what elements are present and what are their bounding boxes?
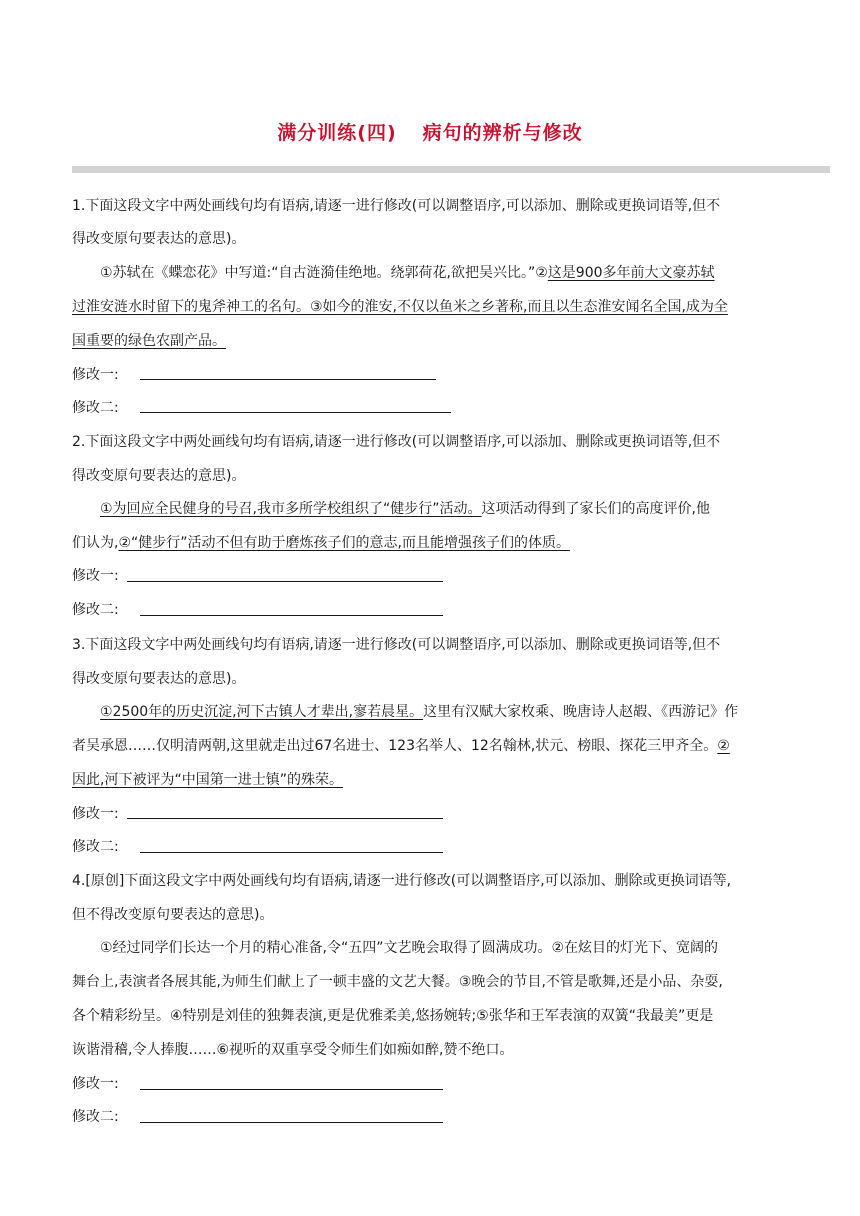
q1-underlined-sentence: 国重要的绿色农副产品。	[72, 333, 226, 349]
q1-passage-line2	[72, 297, 792, 317]
q1-passage-line1	[100, 263, 792, 283]
q1-instruction-line1: 1.下面这段文字中两处画线句均有语病,请逐一进行修改(可以调整语序,可以添加、删除或更换词语等,但不	[72, 198, 721, 214]
q4-answer-label-2: 修改二:	[72, 1109, 119, 1125]
q3-instruction-line1: 3.下面这段文字中两处画线句均有语病,请逐一进行修改(可以调整语序,可以添加、删除或更换词语等,但不	[72, 637, 721, 653]
q1-answer-blank-2[interactable]	[140, 412, 451, 413]
q4-answer-blank-1[interactable]	[140, 1089, 443, 1090]
q4-passage-line4: 诙谐滑稽,令人捧腹……⑥视听的双重享受令师生们如痴如醉,赞不绝口。	[72, 1042, 514, 1058]
q4-passage-line1: ①经过同学们长达一个月的精心准备,令“五四”文艺晚会取得了圆满成功。②在炫目的灯光下、宽阔的	[100, 940, 719, 956]
q4-instruction-line2: 但不得改变原句要表达的意思)。	[72, 907, 274, 923]
q2-text: 们认为,	[72, 535, 119, 551]
q3-passage-line3	[72, 770, 792, 790]
q3-text: 者吴承恩……仅明清两朝,这里就走出过67名进士、123名举人、12名翰林,状元、榜眼、探花三甲齐全。	[72, 738, 718, 754]
q3-answer-label-1: 修改一:	[72, 806, 119, 822]
title-left: 满分训练(四)	[277, 122, 397, 144]
title-right: 病句的辨析与修改	[422, 122, 583, 144]
q3-passage-line2	[72, 736, 792, 756]
q4-answer-blank-2[interactable]	[140, 1122, 443, 1123]
page-title	[0, 118, 860, 145]
q3-instruction-line2: 得改变原句要表达的意思)。	[72, 671, 246, 687]
q3-text: 这里有汉赋大家枚乘、晚唐诗人赵嘏、《西游记》作	[423, 704, 739, 720]
q2-answer-label-1: 修改一:	[72, 568, 119, 584]
q2-passage-line2	[72, 533, 792, 553]
q1-answer-label-1: 修改一:	[72, 367, 119, 383]
q2-answer-label-2: 修改二:	[72, 602, 119, 618]
q2-answer-blank-1[interactable]	[127, 581, 443, 582]
q1-passage-line3	[72, 331, 792, 351]
q3-answer-blank-1[interactable]	[127, 818, 443, 819]
q4-passage-line2: 舞台上,表演者各展其能,为师生们献上了一顿丰盛的文艺大餐。③晚会的节目,不管是歌舞,还是小品、杂耍,	[72, 974, 723, 990]
q1-answer-label-2: 修改二:	[72, 400, 119, 416]
q4-passage-line3: 各个精彩纷呈。④特别是刘佳的独舞表演,更是优雅柔美,悠扬婉转;⑤张华和王军表演的双簧“我最美”更是	[72, 1008, 714, 1024]
q3-underlined-sentence: ②	[717, 738, 730, 754]
q2-answer-blank-2[interactable]	[140, 615, 443, 616]
q1-underlined-sentence: 过淮安涟水时留下的鬼斧神工的名句。	[72, 299, 310, 315]
q2-underlined-sentence: ①为回应全民健身的号召,我市多所学校组织了“健步行”活动。	[100, 501, 482, 517]
q1-answer-blank-1[interactable]	[140, 379, 436, 380]
q1-instruction-line2: 得改变原句要表达的意思)。	[72, 231, 246, 247]
q2-underlined-sentence: ②“健步行”活动不但有助于磨炼孩子们的意志,而且能增强孩子们的体质。	[118, 535, 570, 551]
q3-answer-blank-2[interactable]	[140, 852, 443, 853]
q3-passage-line1	[100, 702, 792, 722]
q2-passage-line1	[100, 499, 792, 519]
q1-text: ①苏轼在《蝶恋花》中写道:“自古涟漪佳绝地。绕郭荷花,欲把吴兴比。”②	[100, 265, 548, 281]
q2-instruction-line1: 2.下面这段文字中两处画线句均有语病,请逐一进行修改(可以调整语序,可以添加、删除或更换词语等,但不	[72, 434, 721, 450]
q4-instruction-line1: 4.[原创]下面这段文字中两处画线句均有语病,请逐一进行修改(可以调整语序,可以添加、删除或更换词语等,	[72, 873, 732, 889]
q2-text: 这项活动得到了家长们的高度评价,他	[481, 501, 710, 517]
q3-answer-label-2: 修改二:	[72, 839, 119, 855]
q1-underlined-sentence: 这是900多年前大文豪苏轼	[547, 265, 715, 281]
q4-answer-label-1: 修改一:	[72, 1076, 119, 1092]
q3-underlined-sentence: 因此,河下被评为“中国第一进士镇”的殊荣。	[72, 772, 343, 788]
q2-instruction-line2: 得改变原句要表达的意思)。	[72, 468, 246, 484]
q3-underlined-sentence: ①2500年的历史沉淀,河下古镇人才辈出,寥若晨星。	[100, 704, 424, 720]
q1-underlined-sentence: ③如今的淮安,不仅以鱼米之乡著称,而且以生态淮安闻名全国,成为全	[310, 299, 728, 315]
title-divider	[72, 166, 830, 173]
